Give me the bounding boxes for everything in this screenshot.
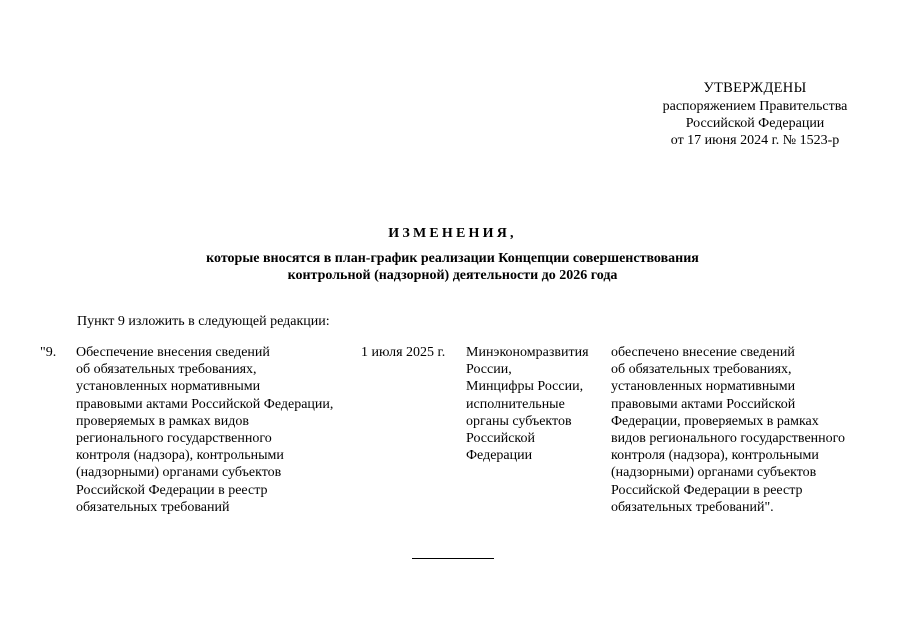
subtitle-line: контрольной (надзорной) деятельности до 2026 года — [287, 268, 618, 283]
task-line: правовыми актами Российской Федерации, — [76, 396, 334, 412]
result-line: об обязательных требованиях, — [611, 362, 792, 378]
document-title: ИЗМЕНЕНИЯ, — [388, 226, 517, 241]
approval-heading: УТВЕРЖДЕНЫ — [703, 80, 807, 96]
item-number: "9. — [40, 345, 57, 360]
result-line: правовыми актами Российской — [611, 396, 796, 412]
result-line: обязательных требований". — [611, 499, 774, 515]
result-line: Российской Федерации в реестр — [611, 482, 803, 498]
executor-line: исполнительные — [466, 396, 565, 412]
item-deadline: 1 июля 2025 г. — [361, 345, 446, 360]
executor-line: органы субъектов — [466, 413, 572, 429]
approval-line: распоряжением Правительства — [662, 99, 848, 114]
task-line: проверяемых в рамках видов — [76, 413, 249, 429]
task-line: Обеспечение внесения сведений — [76, 345, 270, 360]
executor-line: Российской — [466, 431, 535, 447]
approval-line: от 17 июня 2024 г. № 1523-р — [670, 133, 840, 148]
item-task — [76, 344, 333, 516]
task-line: об обязательных требованиях, — [76, 362, 257, 378]
subtitle-line: которые вносятся в план-график реализации Концепции совершенствования — [206, 251, 699, 266]
result-line: Федерации, проверяемых в рамках — [611, 413, 819, 429]
task-line: обязательных требований — [76, 499, 230, 515]
result-line: контроля (надзора), контрольными — [611, 448, 819, 464]
approval-line: Российской Федерации — [685, 116, 825, 131]
task-line: контроля (надзора), контрольными — [76, 448, 284, 464]
result-line: установленных нормативными — [611, 379, 796, 395]
document-subtitle — [150, 250, 755, 284]
item-executors — [466, 344, 589, 464]
task-line: установленных нормативными — [76, 379, 261, 395]
item-result — [611, 344, 845, 516]
end-rule — [412, 558, 494, 559]
executor-line: Минэкономразвития — [466, 345, 589, 360]
result-line: (надзорными) органами субъектов — [611, 465, 817, 481]
intro-paragraph: Пункт 9 изложить в следующей редакции: — [77, 314, 330, 329]
executor-line: Минцифры России, — [466, 379, 584, 395]
task-line: Российской Федерации в реестр — [76, 482, 268, 498]
executor-line: России, — [466, 362, 512, 378]
task-line: регионального государственного — [76, 431, 272, 447]
result-line: видов регионального государственного — [611, 431, 846, 447]
approval-stamp — [640, 80, 870, 149]
executor-line: Федерации — [466, 448, 533, 464]
result-line: обеспечено внесение сведений — [611, 345, 795, 360]
task-line: (надзорными) органами субъектов — [76, 465, 282, 481]
